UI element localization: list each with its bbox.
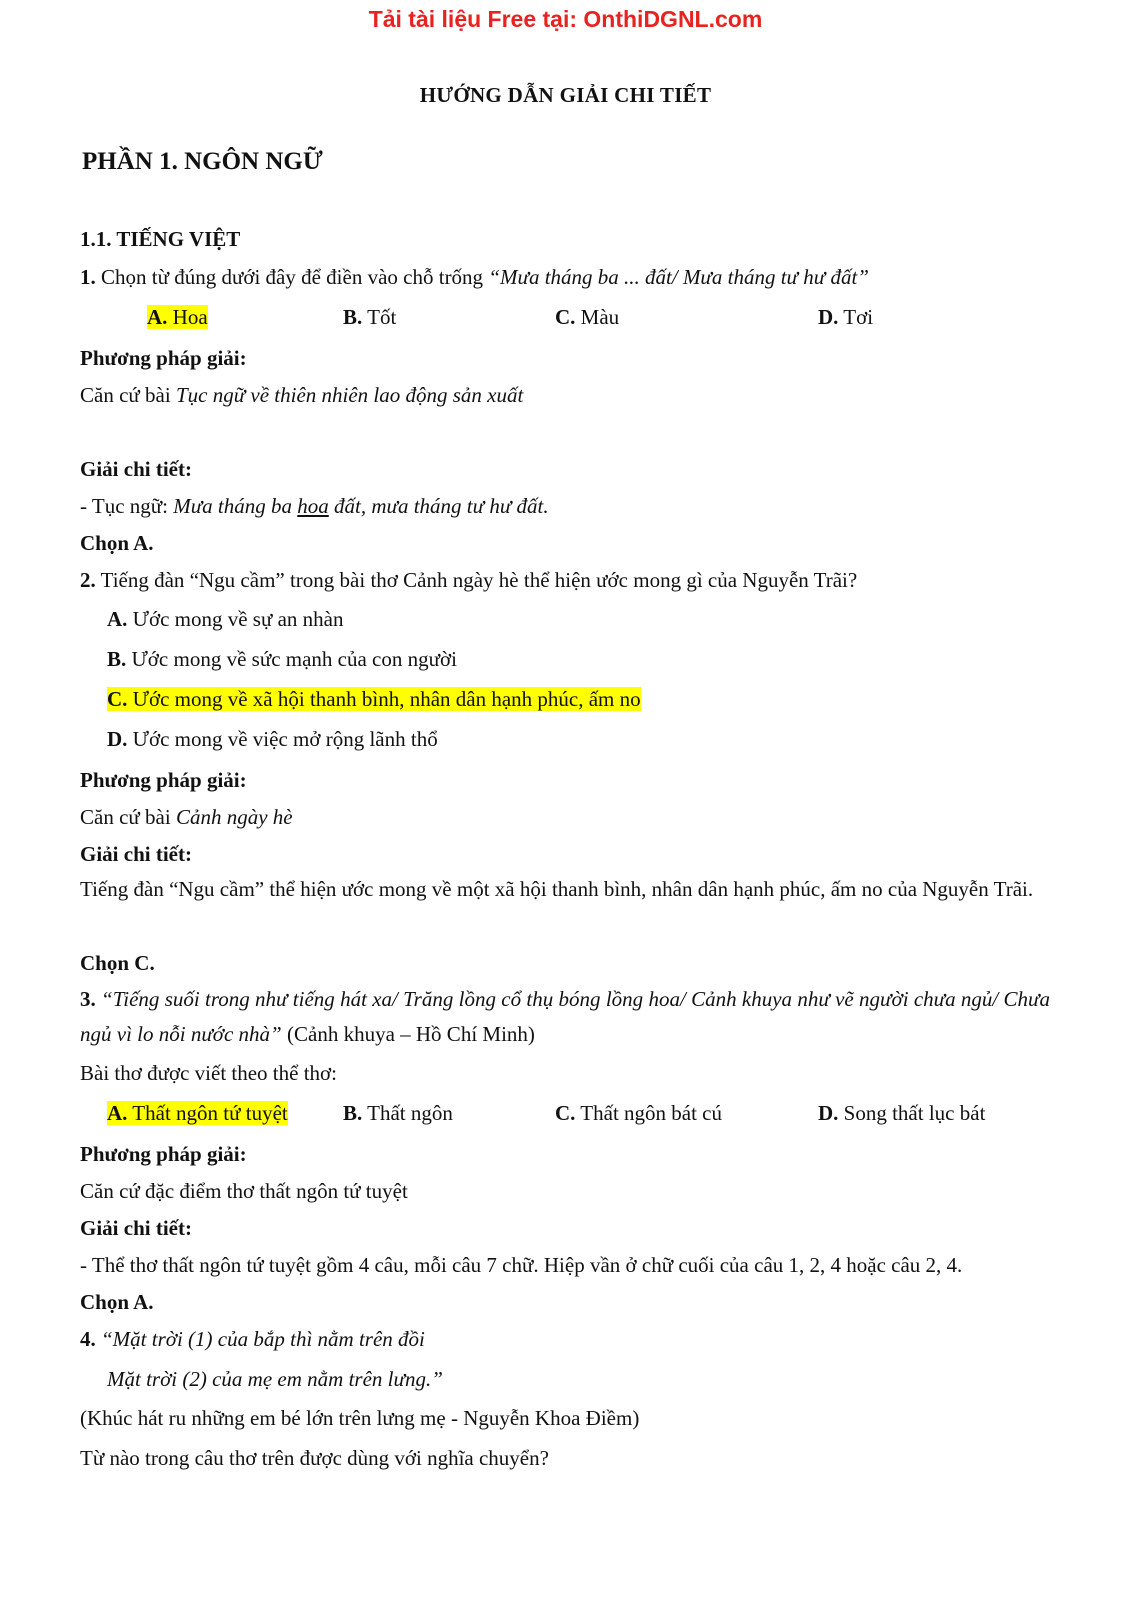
part-title: PHẦN 1. NGÔN NGỮ xyxy=(82,148,323,175)
method-text: Căn cứ bài Cảnh ngày hè xyxy=(80,805,293,829)
question-3 xyxy=(80,982,1050,1052)
option-c: C. Ước mong về xã hội thanh bình, nhân dân hạnh phúc, ấm no xyxy=(107,687,641,711)
option-d: D. Song thất lục bát xyxy=(818,1101,986,1125)
question-source: (Cảnh khuya – Hồ Chí Minh) xyxy=(281,1022,535,1046)
detail-heading: Giải chi tiết: xyxy=(80,842,192,866)
detail-text: Tiếng đàn “Ngu cầm” thể hiện ước mong về một xã hội thanh bình, nhân dân hạnh phúc, ấm no của Nguyễn Trãi. xyxy=(80,877,1034,901)
question-quote: “Tiếng suối trong như tiếng hát xa/ Trăng lồng cổ thụ bóng lồng hoa/ Cảnh khuya như vẽ người chưa ngủ/ Chưa ngủ vì lo nỗi nước nhà” xyxy=(80,987,1050,1046)
option-c: C. Màu xyxy=(555,305,620,329)
option-a: A. Hoa xyxy=(147,305,208,329)
verse-line-1: “Mặt trời (1) của bắp thì nằm trên đồi xyxy=(95,1327,425,1351)
option-b: B. Ước mong về sức mạnh của con người xyxy=(107,647,457,671)
question-2 xyxy=(80,567,857,593)
method-heading: Phương pháp giải: xyxy=(80,768,247,792)
detail-text: - Thể thơ thất ngôn tứ tuyệt gồm 4 câu, mỗi câu 7 chữ. Hiệp vần ở chữ cuối của câu 1, 2, 4 hoặc câu 2, 4. xyxy=(80,1253,963,1277)
section-title: 1.1. TIẾNG VIỆT xyxy=(80,227,241,251)
question-source: (Khúc hát ru những em bé lớn trên lưng mẹ - Nguyễn Khoa Điềm) xyxy=(80,1406,640,1430)
option-d: D. Tơi xyxy=(818,305,874,329)
question-number: 3. xyxy=(80,987,96,1011)
detail-heading: Giải chi tiết: xyxy=(80,457,192,481)
question-text: Chọn từ đúng dưới đây để điền vào chỗ trống xyxy=(95,265,489,289)
detail-heading: Giải chi tiết: xyxy=(80,1216,192,1240)
question-quote: “Mưa tháng ba ... đất/ Mưa tháng tư hư đất” xyxy=(488,265,869,289)
question-number: 2. xyxy=(80,568,96,592)
option-b: B. Thất ngôn xyxy=(343,1101,453,1125)
option-c: C. Thất ngôn bát cú xyxy=(555,1101,723,1125)
document-title: HƯỚNG DẪN GIẢI CHI TIẾT xyxy=(419,83,712,107)
option-a: A. Ước mong về sự an nhàn xyxy=(107,607,344,631)
method-heading: Phương pháp giải: xyxy=(80,1142,247,1166)
download-banner[interactable]: Tải tài liệu Free tại: OnthiDGNL.com xyxy=(368,6,763,32)
option-a: A. Thất ngôn tứ tuyệt xyxy=(107,1101,288,1125)
question-prompt: Từ nào trong câu thơ trên được dùng với nghĩa chuyển? xyxy=(80,1446,549,1470)
answer: Chọn C. xyxy=(80,951,155,975)
method-text: Căn cứ bài Tục ngữ về thiên nhiên lao động sản xuất xyxy=(80,383,524,407)
question-number: 1. xyxy=(80,265,96,289)
question-1 xyxy=(80,264,869,290)
method-text: Căn cứ đặc điểm thơ thất ngôn tứ tuyệt xyxy=(80,1179,408,1203)
verse-line-2: Mặt trời (2) của mẹ em nằm trên lưng.” xyxy=(107,1367,443,1391)
question-prompt: Bài thơ được viết theo thể thơ: xyxy=(80,1061,337,1085)
answer: Chọn A. xyxy=(80,1290,154,1314)
method-heading: Phương pháp giải: xyxy=(80,346,247,370)
question-4 xyxy=(80,1326,425,1352)
option-b: B. Tốt xyxy=(343,305,397,329)
question-text: Tiếng đàn “Ngu cầm” trong bài thơ Cảnh ngày hè thể hiện ước mong gì của Nguyễn Trãi? xyxy=(95,568,858,592)
answer: Chọn A. xyxy=(80,531,154,555)
question-number: 4. xyxy=(80,1327,96,1351)
detail-text: - Tục ngữ: Mưa tháng ba hoa đất, mưa tháng tư hư đất. xyxy=(80,494,549,518)
option-d: D. Ước mong về việc mở rộng lãnh thổ xyxy=(107,727,438,751)
